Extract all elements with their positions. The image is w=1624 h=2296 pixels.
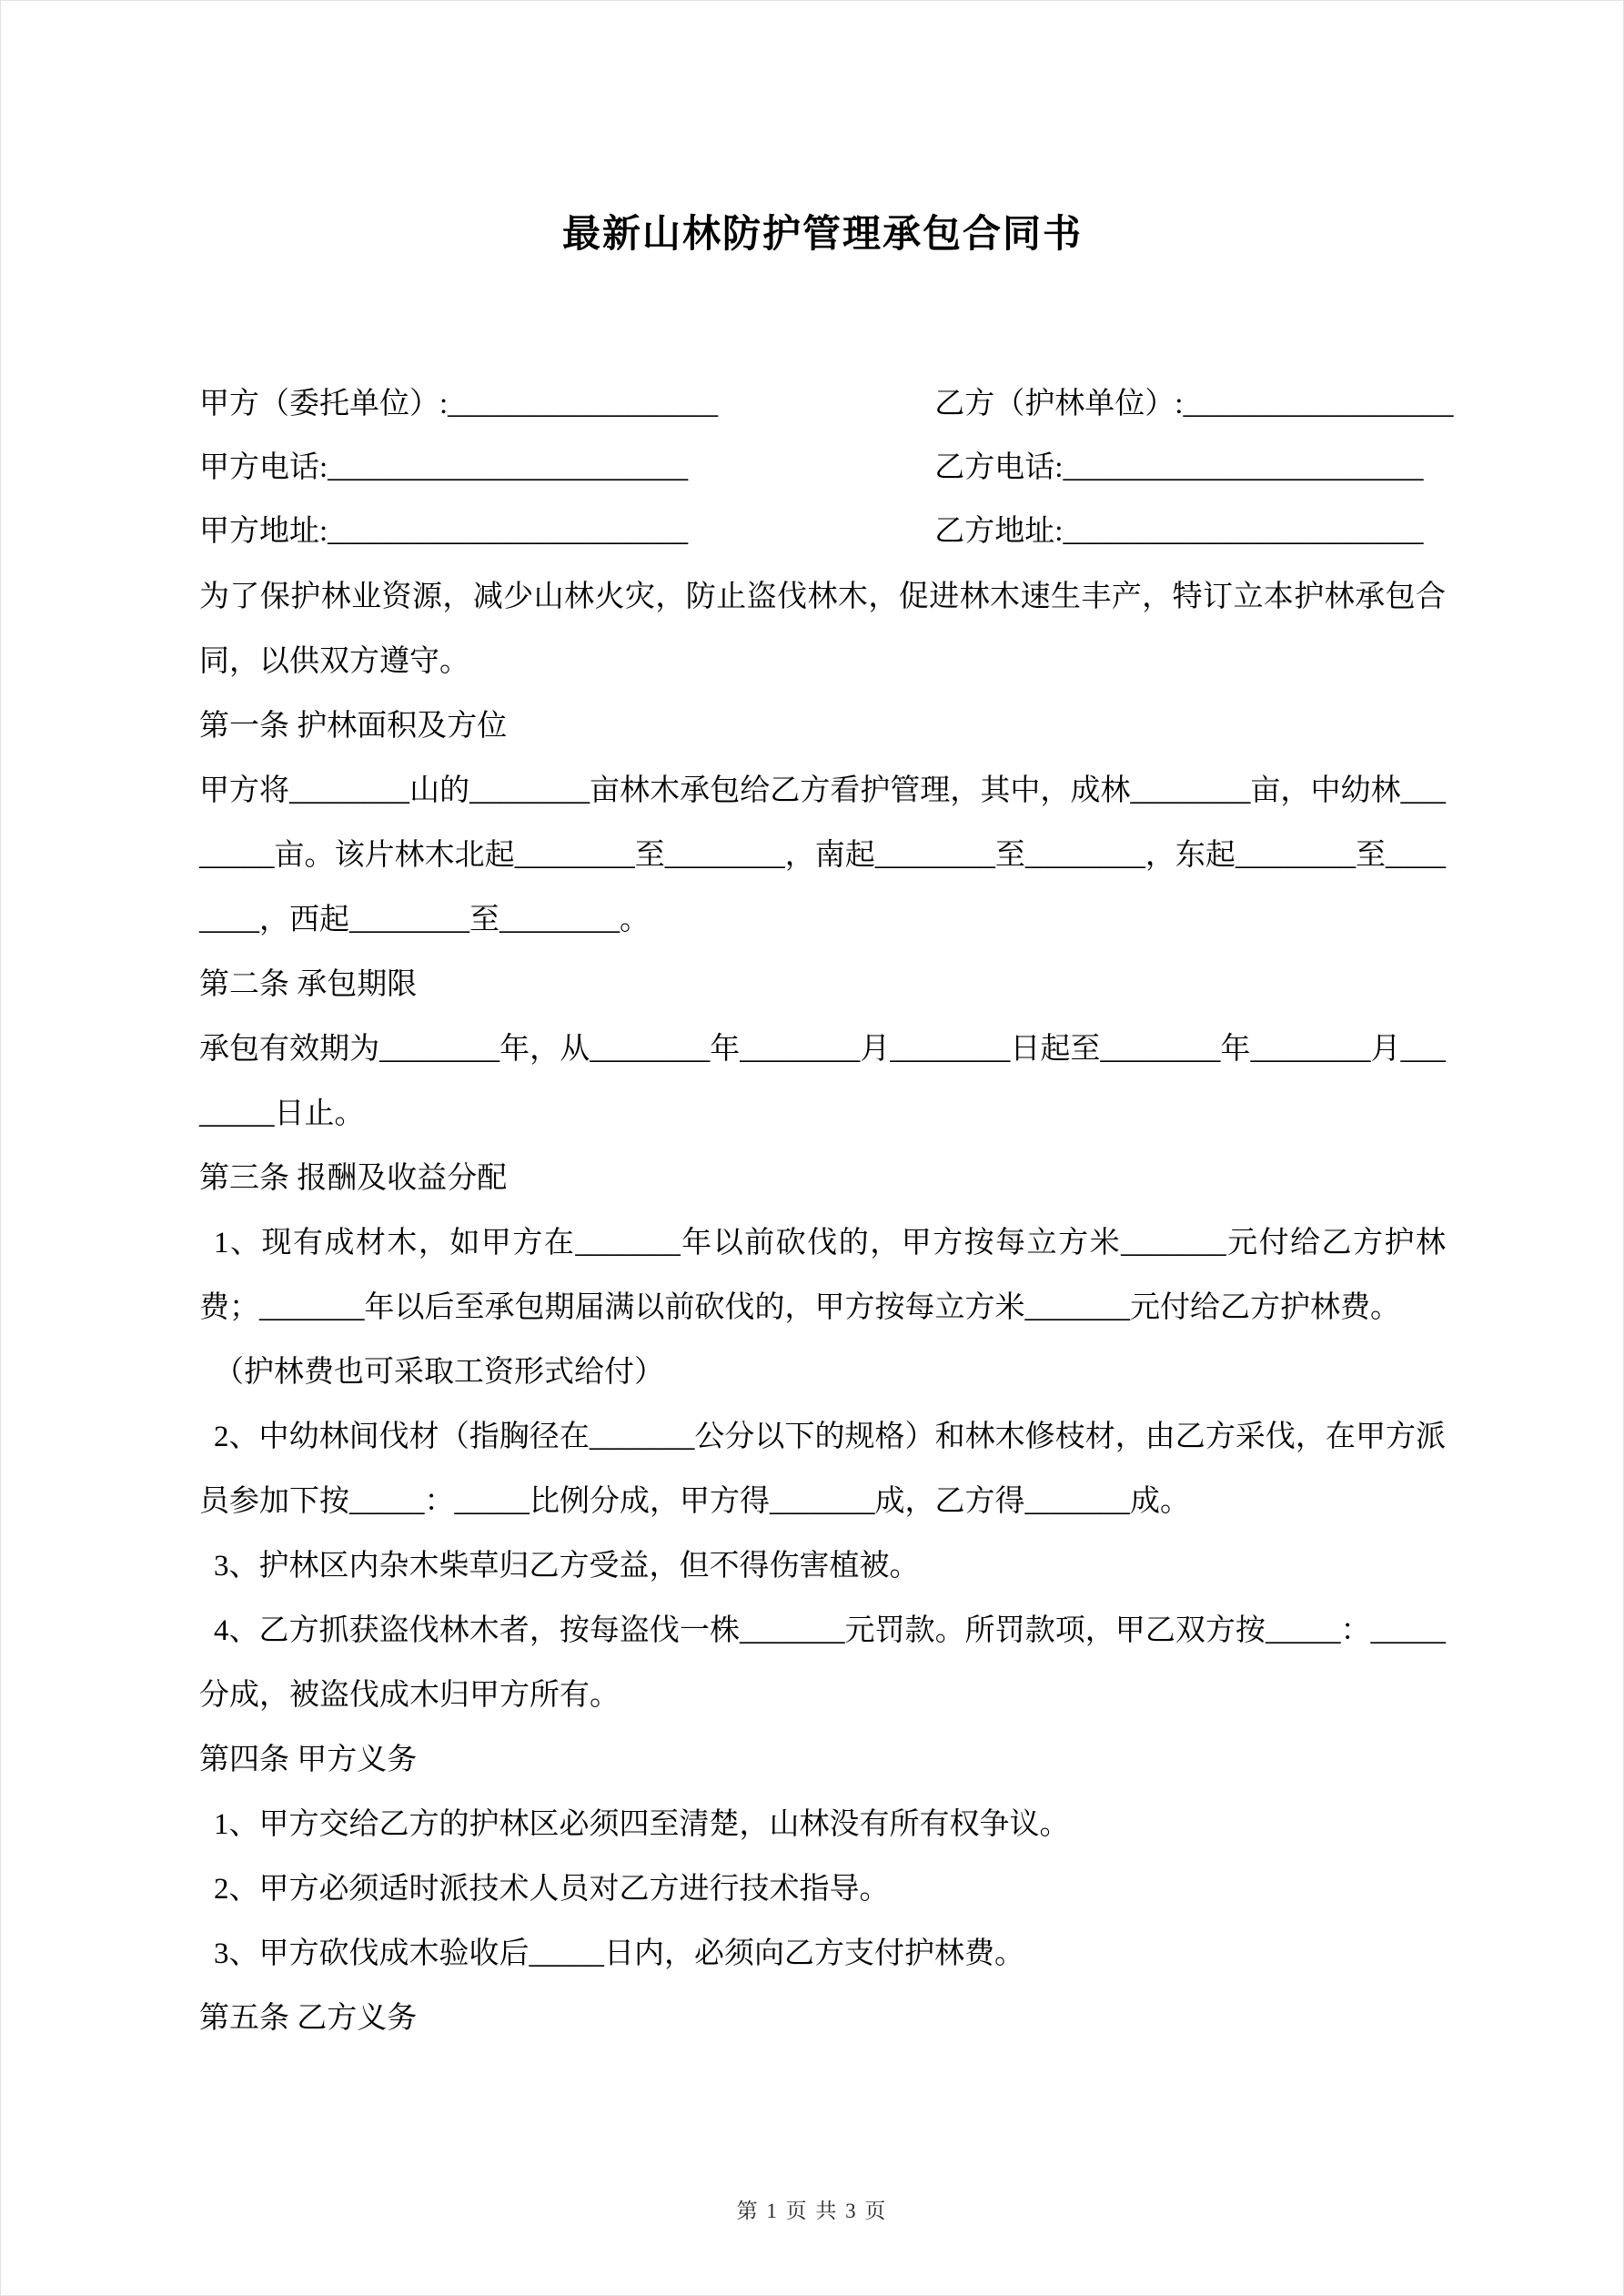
section-heading-article-5: 第五条 乙方义务 — [199, 2002, 418, 2036]
article-3-item-2: 2、中幼林间伐材（指胸径在_______公分以下的规格）和林木修枝材，由乙方采伐，在甲方派员参加下按_____：_____比例分成，甲方得_______成，乙方得_______成。 — [199, 1421, 1446, 1519]
party-a-phone-field: 甲方电话:________________________ — [199, 451, 689, 485]
party-b-phone-field: 乙方电话:________________________ — [934, 451, 1424, 485]
party-name-row — [199, 372, 1454, 436]
article-4-item-1: 1、甲方交给乙方的护林区必须四至清楚，山林没有所有权争议。 — [214, 1808, 1070, 1842]
article-4-item-3: 3、甲方砍伐成木验收后_____日内，必须向乙方支付护林费。 — [214, 1937, 1024, 1971]
article-1-paragraph: 甲方将________山的________亩林木承包给乙方看护管理，其中，成林________亩，中幼林________亩。该片林木北起________至________，南起________至________，东起________至________，西起________至________。 — [199, 774, 1446, 937]
contract-body — [199, 565, 1446, 2051]
section-heading-article-1: 第一条 护林面积及方位 — [199, 710, 508, 743]
party-address-row — [199, 500, 1446, 563]
article-3-item-1: 1、现有成材木，如甲方在_______年以前砍伐的，甲方按每立方米_______元付给乙方护林费；_______年以后至承包期届满以前砍伐的，甲方按每立方米_______元付给乙方护林费。 — [199, 1227, 1446, 1325]
party-b-name-field: 乙方（护林单位）:__________________ — [934, 388, 1454, 421]
party-phone-row — [199, 436, 1446, 500]
article-3-item-3: 3、护林区内杂木柴草归乙方受益，但不得伤害植被。 — [214, 1550, 920, 1583]
party-a-address-field: 甲方地址:________________________ — [199, 515, 689, 549]
article-3-note: （护林费也可采取工资形式给付） — [214, 1356, 664, 1390]
article-2-paragraph: 承包有效期为________年，从________年________月________日起至________年________月________日止。 — [199, 1033, 1446, 1131]
parties-block — [199, 372, 1454, 563]
party-a-name-field: 甲方（委托单位）:__________________ — [199, 388, 719, 421]
section-heading-article-3: 第三条 报酬及收益分配 — [199, 1162, 508, 1196]
page-number: 第 1 页 共 3 页 — [736, 2200, 888, 2222]
article-3-item-4: 4、乙方抓获盗伐林木者，按每盗伐一株_______元罚款。所罚款项，甲乙双方按_____：_____分成，被盗伐成木归甲方所有。 — [199, 1614, 1446, 1713]
article-4-item-2: 2、甲方必须适时派技术人员对乙方进行技术指导。 — [214, 1873, 890, 1907]
intro-paragraph: 为了保护林业资源，减少山林火灾，防止盗伐林木，促进林木速生丰产，特订立本护林承包合同，以供双方遵守。 — [199, 581, 1446, 679]
document-title: 最新山林防护管理承包合同书 — [561, 214, 1083, 256]
party-b-address-field: 乙方地址:________________________ — [934, 515, 1424, 549]
section-heading-article-4: 第四条 甲方义务 — [199, 1744, 418, 1777]
section-heading-article-2: 第二条 承包期限 — [199, 968, 418, 1002]
